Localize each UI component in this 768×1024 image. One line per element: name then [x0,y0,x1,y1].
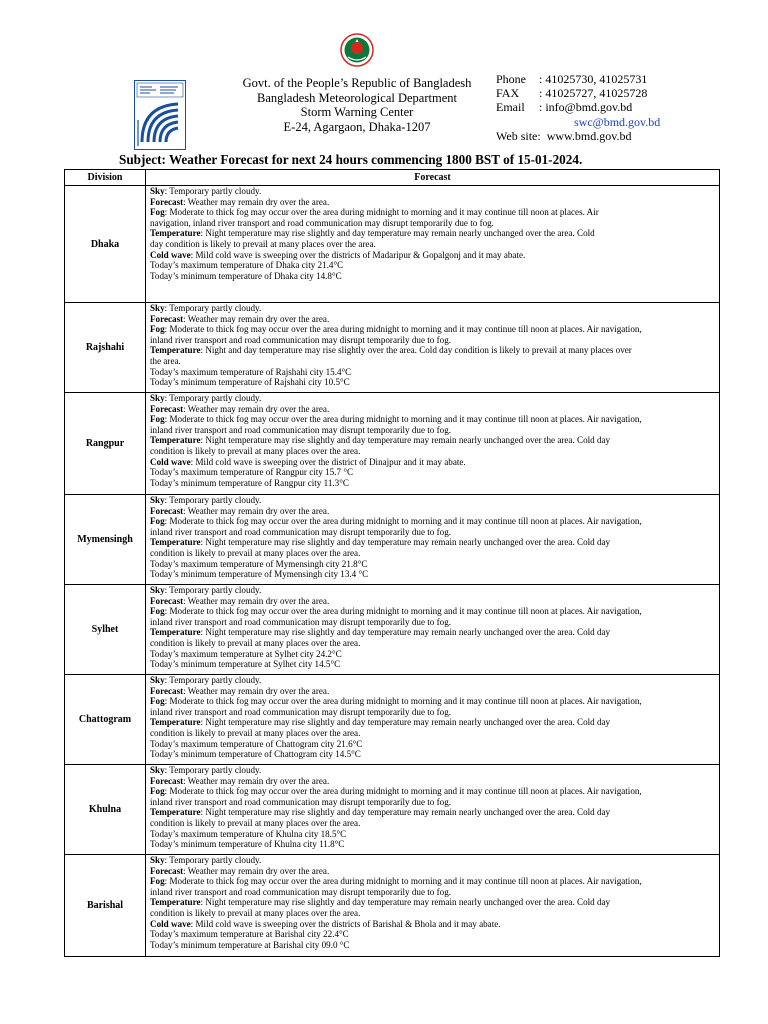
forecast-cell [146,765,720,855]
forecast-line-text: : Moderate to thick fog may occur over the area during midnight to morning and it may continue till noon at places. Air [164,207,599,218]
forecast-line-text: : Weather may remain dry over the area. [183,196,330,207]
forecast-line [150,638,716,649]
forecast-line [150,940,716,951]
forecast-line-label: Forecast [150,595,184,606]
forecast-line-label: Forecast [150,865,184,876]
forecast-line-label: Temperature [150,897,201,908]
forecast-line [150,250,716,261]
forecast-line [150,186,716,197]
forecast-line [150,495,716,506]
forecast-line-text: : Mild cold wave is sweeping over the district of Dinajpur and it may abate. [190,456,466,467]
forecast-line-text: Today’s minimum temperature of Chattogram city 14.5°C [150,749,361,760]
forecast-line [150,717,716,728]
forecast-line-text: : Night temperature may rise slightly and day temperature may remain nearly unchanged over the area. Cold day [200,717,611,728]
forecast-line [150,367,716,378]
forecast-line-label: Sky [150,675,165,685]
phone-label: Phone [496,72,526,86]
org-line: E-24, Agargaon, Dhaka-1207 [283,119,431,134]
forecast-line-text: day condition is likely to prevail at many places over the area. [150,238,376,249]
forecast-line [150,839,716,850]
forecast-line [150,516,716,527]
forecast-cell [146,585,720,675]
forecast-line-label: Temperature [150,537,201,548]
forecast-line-text: Today’s maximum temperature of Khulna city 18.5°C [150,828,347,839]
forecast-line-text: : Temporary partly cloudy. [164,675,262,685]
forecast-line [150,425,716,436]
forecast-line-text: Today’s maximum temperature at Barishal city 22.4°C [150,929,349,940]
table-row [65,585,720,675]
forecast-line-text: : Night temperature may rise slightly and day temperature may remain nearly unchanged over the area. Cold day [200,897,611,908]
forecast-line-label: Sky [150,765,165,775]
table-row [65,855,720,957]
forecast-line-text: : Moderate to thick fog may occur over the area during midnight to morning and it may continue till noon at places. Air navigation, [164,324,642,335]
forecast-line-label: Fog [150,414,165,425]
forecast-line [150,596,716,607]
forecast-cell [146,495,720,585]
forecast-line-text: : Weather may remain dry over the area. [183,313,330,324]
fax-label: FAX [496,86,520,101]
forecast-line-label: Forecast [150,505,184,516]
forecast-line [150,887,716,898]
forecast-line-label: Temperature [150,435,201,446]
forecast-line [150,686,716,697]
forecast-line-label: Temperature [150,807,201,818]
forecast-line-text: : Weather may remain dry over the area. [183,505,330,516]
forecast-line-label: Fog [150,207,165,218]
forecast-line-label: Forecast [150,403,184,414]
column-header-forecast: Forecast [146,170,720,186]
forecast-line-text: : Moderate to thick fog may occur over the area during midnight to morning and it may continue till noon at places. Air navigation, [164,786,642,797]
forecast-line [150,314,716,325]
forecast-line-text: inland river transport and road communication may disrupt temporarily due to fog. [150,706,452,717]
forecast-line [150,435,716,446]
forecast-line [150,855,716,866]
forecast-line [150,807,716,818]
forecast-line-text: the area. [150,355,181,366]
division-name: Khulna [65,765,146,855]
forecast-line [150,919,716,930]
forecast-line [150,929,716,940]
forecast-line [150,585,716,596]
forecast-line [150,324,716,335]
division-name: Rangpur [65,393,146,495]
forecast-line-label: Fog [150,876,165,887]
forecast-line [150,548,716,559]
forecast-line [150,478,716,489]
forecast-line [150,377,716,388]
forecast-line-text: : Temporary partly cloudy. [164,765,262,775]
column-header-division: Division [65,170,146,186]
forecast-line-label: Cold wave [150,456,191,467]
government-emblem-icon [340,33,374,67]
forecast-line [150,506,716,517]
email-alt-link[interactable]: swc@bmd.gov.bd [574,114,661,129]
forecast-line [150,728,716,739]
forecast-line-text: Today’s maximum temperature of Rajshahi city 15.4°C [150,366,352,377]
forecast-line-text: : Temporary partly cloudy. [164,393,262,403]
forecast-line [150,866,716,877]
forecast-line [150,218,716,229]
email-label: Email [496,100,525,115]
forecast-line [150,197,716,208]
forecast-line [150,207,716,218]
forecast-line-label: Fog [150,696,165,707]
forecast-line [150,537,716,548]
forecast-line-label: Temperature [150,228,201,239]
forecast-line [150,829,716,840]
bmd-logo-icon [134,80,186,150]
forecast-line [150,675,716,686]
forecast-cell [146,855,720,957]
forecast-line-text: : Weather may remain dry over the area. [183,685,330,696]
forecast-line [150,765,716,776]
forecast-line [150,239,716,250]
forecast-line-label: Sky [150,186,165,196]
forecast-line-text: Today’s maximum temperature of Rangpur city 15.7 °C [150,467,354,478]
forecast-line [150,467,716,478]
forecast-line-label: Temperature [150,717,201,728]
forecast-line-text: condition is likely to prevail at many places over the area. [150,907,361,918]
forecast-line [150,559,716,570]
forecast-line [150,271,716,282]
forecast-line-text: Today’s maximum temperature of Mymensingh city 21.8°C [150,558,368,569]
forecast-line-label: Temperature [150,345,201,356]
forecast-line-text: condition is likely to prevail at many places over the area. [150,445,361,456]
forecast-line-text: Today’s minimum temperature of Mymensingh city 13.4 °C [150,569,369,580]
forecast-line-text: inland river transport and road communication may disrupt temporarily due to fog. [150,424,452,435]
forecast-line-text: : Moderate to thick fog may occur over the area during midnight to morning and it may continue till noon at places. Air navigation, [164,516,642,527]
email-value[interactable]: : info@bmd.gov.bd [539,100,633,115]
org-line: Storm Warning Center [300,105,414,119]
forecast-line-text: navigation, inland river transport and road communication may disrupt temporarily due to fog. [150,217,494,228]
forecast-line-text: : Moderate to thick fog may occur over the area during midnight to morning and it may continue till noon at places. Air navigation, [164,876,642,887]
division-name: Sylhet [65,585,146,675]
forecast-line-text: condition is likely to prevail at many places over the area. [150,817,361,828]
forecast-line-label: Sky [150,585,165,595]
division-name: Barishal [65,855,146,957]
org-line: Bangladesh Meteorological Department [257,90,457,105]
forecast-line [150,393,716,404]
forecast-line-text: : Temporary partly cloudy. [164,855,262,865]
forecast-line [150,797,716,808]
forecast-line-text: inland river transport and road communication may disrupt temporarily due to fog. [150,886,452,897]
forecast-line-text: : Mild cold wave is sweeping over the districts of Barishal & Bhola and it may abate. [190,918,501,929]
forecast-line [150,739,716,750]
forecast-cell [146,186,720,303]
forecast-line [150,414,716,425]
forecast-line-text: Today’s maximum temperature of Chattogram city 21.6°C [150,738,363,749]
division-name: Chattogram [65,675,146,765]
web-value[interactable]: www.bmd.gov.bd [546,128,632,143]
table-row [65,675,720,765]
forecast-line-label: Fog [150,786,165,797]
fax-value: : 41025727, 41025728 [539,86,648,101]
table-row [65,495,720,585]
forecast-line-label: Fog [150,324,165,335]
forecast-line [150,404,716,415]
forecast-line [150,303,716,314]
forecast-line-label: Forecast [150,775,184,786]
forecast-line-text: : Temporary partly cloudy. [164,585,262,595]
forecast-line-text: : Temporary partly cloudy. [164,186,262,196]
forecast-cell [146,393,720,495]
forecast-line [150,776,716,787]
forecast-line [150,356,716,367]
forecast-line [150,457,716,468]
forecast-line-text: : Weather may remain dry over the area. [183,775,330,786]
forecast-line [150,649,716,660]
forecast-line [150,446,716,457]
forecast-line-label: Temperature [150,627,201,638]
forecast-line-text: : Night temperature may rise slightly and day temperature may remain nearly unchanged over the area. Cold day [200,537,611,548]
forecast-line-text: : Night temperature may rise slightly and day temperature may remain nearly unchanged over the area. Cold [200,228,595,239]
forecast-line [150,627,716,638]
forecast-line-label: Cold wave [150,249,191,260]
subject-line: Subject: Weather Forecast for next 24 hours commencing 1800 BST of 15-01-2024. [119,152,583,167]
division-name: Rajshahi [65,303,146,393]
forecast-line [150,707,716,718]
forecast-line [150,876,716,887]
forecast-line-text: : Weather may remain dry over the area. [183,865,330,876]
forecast-line-text: Today’s minimum temperature of Rangpur city 11.3°C [150,477,349,488]
forecast-line-text: inland river transport and road communication may disrupt temporarily due to fog. [150,334,452,345]
forecast-line-text: condition is likely to prevail at many places over the area. [150,727,361,738]
forecast-line-text: inland river transport and road communication may disrupt temporarily due to fog. [150,796,452,807]
forecast-line-text: Today’s minimum temperature of Rajshahi city 10.5°C [150,377,350,388]
forecast-line-text: : Night temperature may rise slightly and day temperature may remain nearly unchanged over the area. Cold day [200,435,611,446]
forecast-line-text: Today’s minimum temperature of Dhaka city 14.8°C [150,270,342,281]
forecast-line-label: Cold wave [150,918,191,929]
forecast-line-text: inland river transport and road communication may disrupt temporarily due to fog. [150,526,452,537]
forecast-line-label: Sky [150,393,165,403]
division-name: Mymensingh [65,495,146,585]
forecast-line [150,749,716,760]
forecast-line [150,228,716,239]
org-line: Govt. of the People’s Republic of Bangladesh [242,76,472,90]
forecast-line-label: Fog [150,606,165,617]
forecast-line-label: Forecast [150,196,184,207]
forecast-line [150,897,716,908]
forecast-line-label: Sky [150,495,165,505]
organization-address [226,76,488,134]
forecast-line-text: : Weather may remain dry over the area. [183,595,330,606]
forecast-line [150,908,716,919]
forecast-line [150,260,716,271]
forecast-line-label: Fog [150,516,165,527]
forecast-line-label: Sky [150,303,165,313]
forecast-line-text: : Moderate to thick fog may occur over the area during midnight to morning and it may continue till noon at places. Air navigation, [164,696,642,707]
table-row [65,186,720,303]
forecast-line-text: : Moderate to thick fog may occur over the area during midnight to morning and it may continue till noon at places. Air navigation, [164,414,642,425]
forecast-line-text: Today’s maximum temperature of Dhaka city 21.4°C [150,260,344,271]
forecast-line-text: Today’s minimum temperature at Barishal city 09.0 °C [150,939,350,950]
forecast-line-text: Today’s maximum temperature at Sylhet city 24.2°C [150,648,342,659]
forecast-line-text: : Night and day temperature may rise slightly over the area. Cold day condition is likely to prevail at many places over [200,345,632,356]
forecast-line-label: Forecast [150,313,184,324]
table-row [65,393,720,495]
forecast-line [150,345,716,356]
forecast-line [150,617,716,628]
forecast-line [150,335,716,346]
forecast-cell [146,303,720,393]
contact-block [496,72,660,143]
forecast-line-text: inland river transport and road communication may disrupt temporarily due to fog. [150,616,452,627]
table-row [65,303,720,393]
forecast-line-text: Today’s minimum temperature at Sylhet city 14.5°C [150,659,341,670]
division-name: Dhaka [65,186,146,303]
forecast-table [64,169,720,957]
forecast-line [150,606,716,617]
forecast-line-text: : Night temperature may rise slightly and day temperature may remain nearly unchanged over the area. Cold day [200,807,611,818]
table-row [65,765,720,855]
forecast-line [150,569,716,580]
forecast-line-text: : Weather may remain dry over the area. [183,403,330,414]
forecast-line-text: : Moderate to thick fog may occur over the area during midnight to morning and it may continue till noon at places. Air navigation, [164,606,642,617]
forecast-line-text: Today’s minimum temperature of Khulna city 11.8°C [150,839,345,850]
forecast-line-text: : Mild cold wave is sweeping over the districts of Madaripur & Gopalgonj and it may abate. [190,249,526,260]
forecast-line [150,786,716,797]
forecast-line [150,659,716,670]
forecast-line-text: : Temporary partly cloudy. [164,303,262,313]
forecast-line [150,818,716,829]
forecast-cell [146,675,720,765]
web-label: Web site: [496,128,541,143]
phone-value: : 41025730, 41025731 [539,72,648,86]
forecast-line-text: : Night temperature may rise slightly and day temperature may remain nearly unchanged over the area. Cold day [200,627,611,638]
forecast-line-label: Forecast [150,685,184,696]
forecast-line [150,527,716,538]
forecast-line-label: Sky [150,855,165,865]
forecast-line-text: : Temporary partly cloudy. [164,495,262,505]
forecast-line-text: condition is likely to prevail at many places over the area. [150,547,361,558]
forecast-line [150,696,716,707]
forecast-line-text: condition is likely to prevail at many places over the area. [150,637,361,648]
